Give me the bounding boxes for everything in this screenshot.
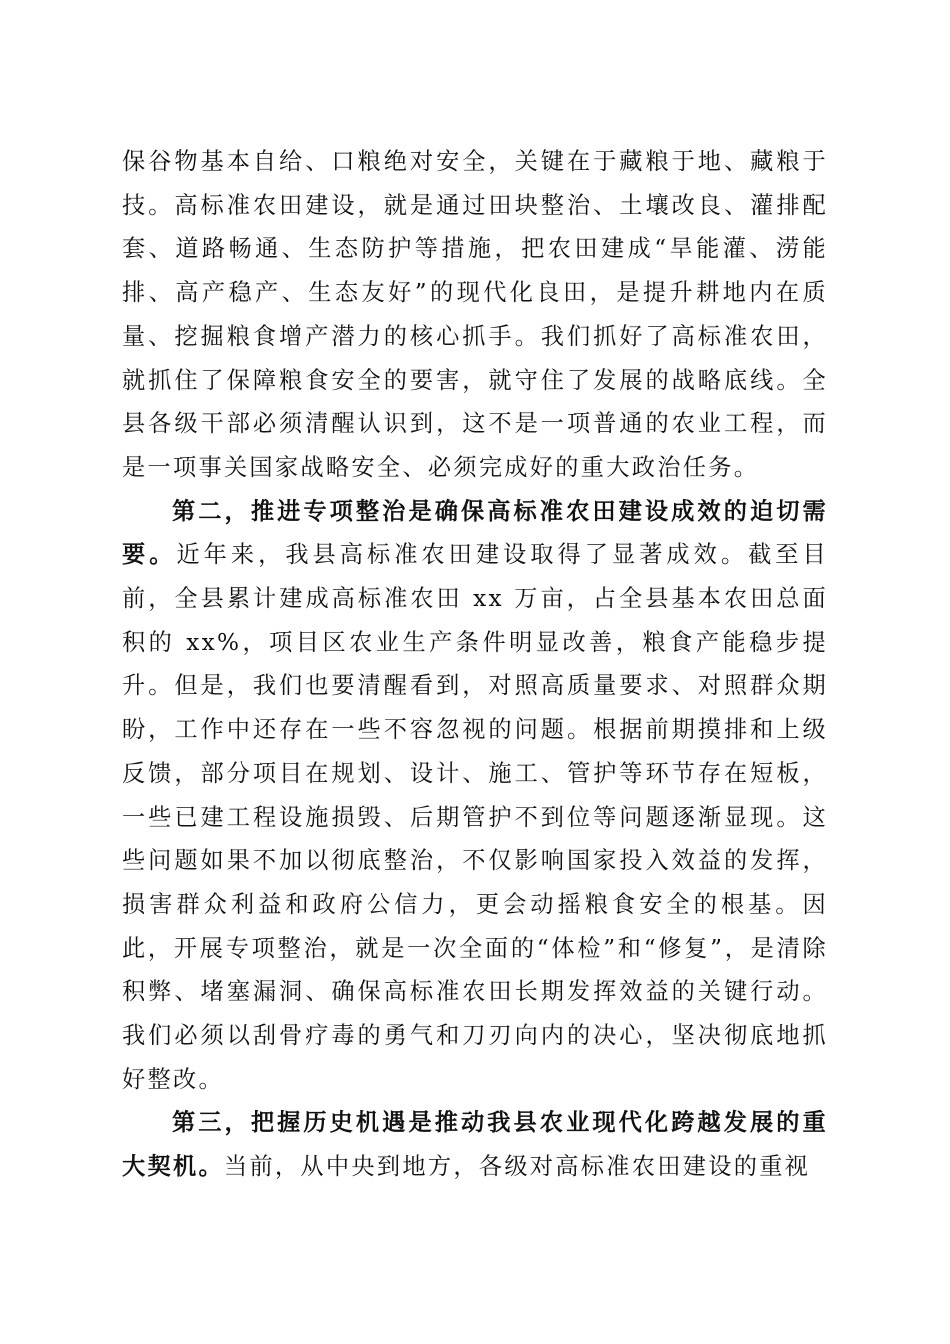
paragraph-2 [122,490,828,1102]
paragraph-1 [122,140,828,490]
paragraph-2-text: 近年来，我县高标准农田建设取得了显著成效。截至目前，全县累计建成高标准农田 xx 万亩，占全县基本农田总面积的 xx%，项目区农业生产条件明显改善，粮食产能稳步提升。但是，我们也要清醒看到，对照高质量要求、对照群众期盼，工作中还存在一些不容忽视的问题。根据前期摸排和上级反馈，部分项目在规划、设计、施工、管护等环节存在短板，一些已建工程设施损毁、后期管护不到位等问题逐渐显现。这些问题如果不加以彻底整治，不仅影响国家投入效益的发挥，损害群众利益和政府公信力，更会动摇粮食安全的根基。因此，开展专项整治，就是一次全面的“体检”和“修复”，是清除积弊、堵塞漏洞、确保高标准农田长期发挥效益的关键行动。我们必须以刮骨疗毒的勇气和刀刃向内的决心，坚决彻底地抓好整改。 [122,541,828,1093]
paragraph-3-heading: 第三，把握历史机遇是推动我县农业现代化跨越发展的重大契机。 [122,1109,828,1181]
paragraph-1-text: 保谷物基本自给、口粮绝对安全，关键在于藏粮于地、藏粮于技。高标准农田建设，就是通过田块整治、土壤改良、灌排配套、道路畅通、生态防护等措施，把农田建成“旱能灌、涝能排、高产稳产、生态友好”的现代化良田，是提升耕地内在质量、挖掘粮食增产潜力的核心抓手。我们抓好了高标准农田，就抓住了保障粮食安全的要害，就守住了发展的战略底线。全县各级干部必须清醒认识到，这不是一项普通的农业工程，而是一项事关国家战略安全、必须完成好的重大政治任务。 [122,148,828,481]
paragraph-3-text: 当前，从中央到地方，各级对高标准农田建设的重视 [223,1153,811,1181]
paragraph-3 [122,1101,828,1188]
paragraph-2-heading: 第二，推进专项整治是确保高标准农田建设成效的迫切需要。 [122,497,828,569]
document-page [122,140,828,1189]
